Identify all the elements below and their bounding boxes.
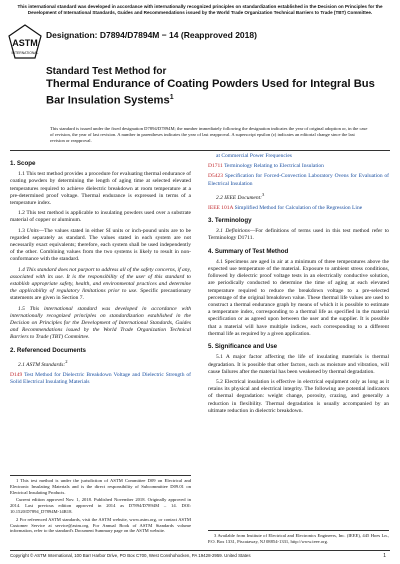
para-1-1: 1.1 This test method provides a procedure for evaluating thermal endurance of coating powders by determining the length of aging time at selected elevated temperatures required to achieve dielectric breakdown at room temperature at a pre-determined proof voltage. Thermal endurance is expressed in terms of a temperature index.: [10, 171, 191, 207]
footnote-1: 1 This test method is under the jurisdiction of ASTM Committee D09 on Electrical and Electronic Insulating Materials and is the direct responsibility of Subcommittee D09.01 on Electrical Insulating Products.: [10, 478, 191, 495]
svg-text:ASTM: ASTM: [12, 38, 38, 48]
astm-logo-icon: [8, 24, 42, 60]
footnote-2: 2 For referenced ASTM standards, visit the ASTM website, www.astm.org, or contact ASTM Customer Service at service@astm.org. For Annual Book of ASTM Standards volume information, refer to the standard's Document Summary page on the ASTM website.: [10, 516, 191, 534]
ref-d149-continued[interactable]: at Commercial Power Frequencies: [216, 153, 292, 159]
footnote-3: 3 Available from Institute of Electrical and Electronics Engineers, Inc. (IEEE), 445 Hoes Ln., P.O. Box 1331, Piscataway, NJ 08854-1331, http://www.ieee.org.: [208, 533, 389, 544]
left-column: [10, 155, 191, 389]
svg-text:INTERNATIONAL: INTERNATIONAL: [11, 51, 39, 55]
right-column: [208, 155, 389, 418]
left-footnotes: [10, 475, 191, 536]
section-significance-heading: 5. Significance and Use: [208, 343, 278, 351]
para-1-3: 1.3 Units—The values stated in either SI units or inch-pound units are to be regarded separately as standard. The values stated in each system are not necessarily exact equivalents; therefore, each system shall be used independently of the other. Combining values from the two systems is likely to result in non-conformance with the standard.: [10, 227, 191, 263]
para-1-2: 1.2 This test method is applicable to insulating powders used over a substrate material of copper or aluminum.: [10, 210, 191, 224]
ref-ieee-101a[interactable]: IEEE 101A Simplified Method for Calculation of the Regression Line: [208, 204, 363, 211]
ref-d1711[interactable]: D1711 Terminology Relating to Electrical Insulation: [208, 163, 324, 170]
para-4-1: 4.1 Specimens are aged in air at a minimum of three temperatures above the expected use temperature of the material. Exposure to ambient stress conditions, followed by dielectric proof voltage tests in an electrically conductive solution, are periodically conducted to determine the time of aging at each elevated temperature required to reduce the breakdown voltage to a pre-selected percentage of the original breakdown value. These thermal life values are used to construct a thermal endurance graph by means of which it is possible to estimate a temperature index, corresponding to a thermal life as specified in the material specification or as agreed upon between the user and the supplier. It is possible that a material will have multiple indices, each corresponding to a different thermal life as required by a given application.: [208, 258, 389, 337]
para-1-4: 1.4 This standard does not purport to address all of the safety concerns, if any, associated with its use. It is the responsibility of the user of this standard to establish appropriate safety, health, and environmental practices and determine the applicability of regulatory limitations prior to use. Specific precautionary statements are given in Section 7.: [10, 266, 192, 302]
page-number: 1: [383, 553, 386, 559]
ref-d149[interactable]: D149 Test Method for Dielectric Breakdown Voltage and Dielectric Strength of Solid Electrical Insulating Materials: [10, 371, 191, 386]
ref-d5423[interactable]: D5423 Specification for Forced-Convection Laboratory Ovens for Evaluation of Electrical Insulation: [208, 173, 390, 187]
para-1-5: 1.5 This international standard was developed in accordance with internationally recognized principles on standardization established in the Decision on Principles for the Development of International Standards, Guides and Recommendations issued by the World Trade Organization Technical Barriers to Trade (TBT) Committee.: [10, 305, 191, 341]
standard-label: Standard Test Method for: [46, 66, 167, 77]
ieee-document-line: 2.2 IEEE Document:$^3$: [216, 191, 265, 201]
section-terminology-heading: 3. Terminology: [208, 217, 252, 225]
footer-divider: [10, 550, 390, 551]
section-scope-heading: 1. Scope: [10, 160, 36, 167]
copyright-line: Copyright © ASTM International, 100 Barr Harbor Drive, PO Box C700, West Conshohocken, PA 19428-2959. United States: [10, 553, 251, 558]
footnote-1b: Current edition approved Nov. 1, 2018. Published November 2018. Originally approved in 2014. Last previous edition approved in 2014 as D7894/D7894M – 14. DOI: 10.1520/D7894_D7894M-14R18.: [10, 497, 191, 514]
standard-note: This standard is issued under the fixed designation D7894/D7894M; the number immediately following the designation indicates the year of original adoption or, in the case of revision, the year of last revision. A number in parentheses indicates the year of last reapproval. A superscript epsilon (ε) indicates an editorial change since the last revision or reapproval.: [50, 126, 368, 143]
title-block: [46, 66, 376, 108]
section-refs-heading: 2. Referenced Documents: [10, 346, 86, 354]
designation: Designation: D7894/D7894M − 14 (Reapproved 2018): [46, 30, 257, 40]
section-summary-heading: 4. Summary of Test Method: [208, 247, 289, 255]
para-3-1: 3.1 Definitions—For definitions of terms used in this test method refer to Terminology D1711.: [208, 228, 389, 242]
astm-standards-line: 2.1 ASTM Standards:$^2$: [18, 358, 68, 368]
para-5-1: 5.1 A major factor affecting the life of insulating materials is thermal degradation. It is possible that other factors, such as moisture and vibration, will cause failures after the material has been weakened by thermal degradation.: [208, 354, 389, 375]
para-5-2: 5.2 Electrical insulation is effective in electrical equipment only as long as it retains its physical and electrical integrity. The following are potential indicators of thermal degradation: weight change, porosity, crazing, and generally a reduction in flexibility. Thermal degradation is usually accompanied by an ultimate reduction in dielectric breakdown.: [208, 378, 389, 414]
right-footnotes: [208, 530, 389, 547]
standard-title: Thermal Endurance of Coating Powders Used for Integral Bus Bar Insulation Systems$^1$: [46, 78, 375, 107]
top-notice: This international standard was developed in accordance with internationally recognized principles on standardization established in the Decision on Principles for the Development of International Standards, Guides and Recommendations issued by the World Trade Organization Technical Barriers to Trade (TBT) Committee.: [17, 4, 383, 15]
header-divider: [10, 150, 390, 151]
